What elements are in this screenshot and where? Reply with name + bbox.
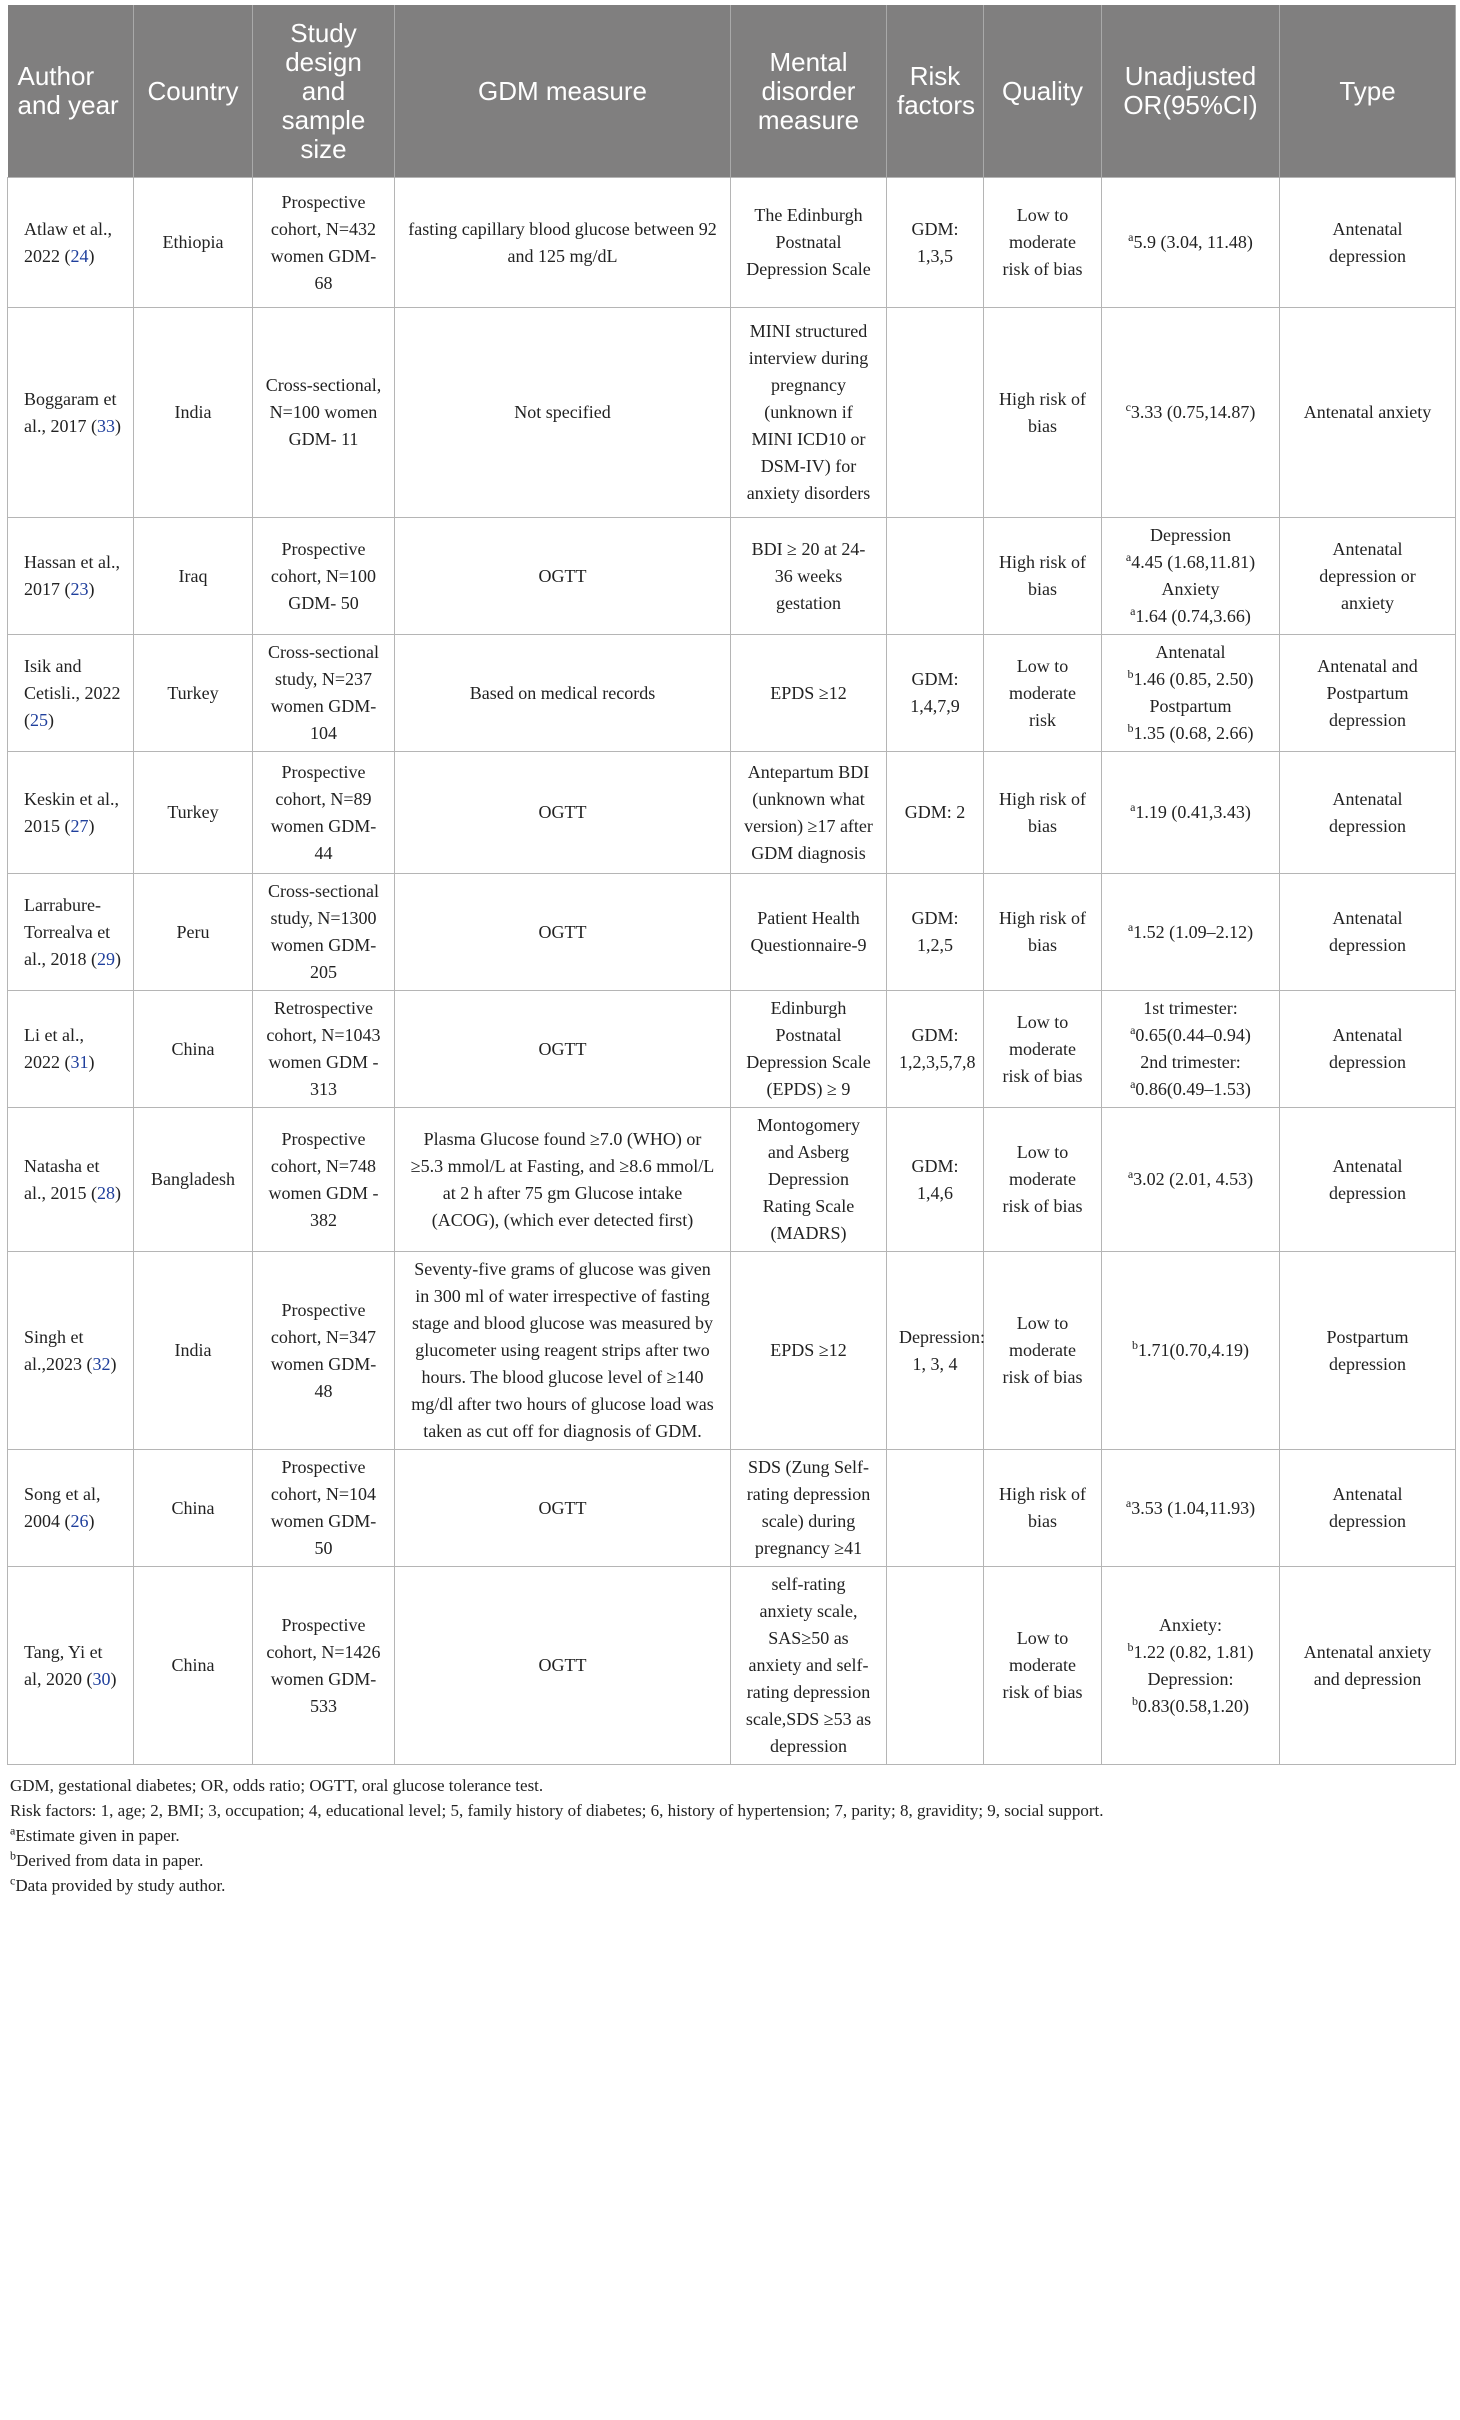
cell-mental-measure <box>731 752 887 874</box>
footnote-marker: b <box>1127 1639 1134 1654</box>
quality-text: Low to moderate risk of bias <box>1002 1628 1083 1702</box>
type-text: Postpartum depression <box>1326 1326 1409 1374</box>
gdm-measure-text: OGTT <box>538 1655 587 1675</box>
cell-quality <box>984 1252 1102 1450</box>
cell-gdm-measure <box>395 635 731 752</box>
or-value-text: 0.83(0.58,1.20) <box>1138 1695 1249 1716</box>
risk-factors-text: GDM: 1,4,6 <box>911 1155 959 1203</box>
cell-gdm-measure <box>395 752 731 874</box>
or-value <box>1114 1166 1267 1193</box>
author-text: Hassan et al., 2017 <box>24 552 120 599</box>
table-container <box>7 5 1455 1898</box>
country-text: Iraq <box>178 565 208 586</box>
cell-gdm-measure <box>395 991 731 1108</box>
or-value <box>1114 229 1267 256</box>
or-value-text: 5.9 (3.04, 11.48) <box>1133 232 1253 252</box>
or-value <box>1114 1337 1267 1364</box>
header-design: Study design and sample size <box>253 5 395 178</box>
footnote-marker: a <box>1130 800 1136 814</box>
cell-quality <box>984 991 1102 1108</box>
cell-mental-measure <box>731 518 887 635</box>
header-gdm-measure: GDM measure <box>395 5 731 178</box>
cell-type <box>1280 178 1456 308</box>
header-author: Author and year <box>8 5 134 178</box>
quality-text: High risk of bias <box>999 552 1086 599</box>
cell-gdm-measure <box>395 1567 731 1765</box>
footnote-abbreviations: GDM, gestational diabetes; OR, odds ratio; OGTT, oral glucose tolerance test. <box>10 1776 544 1795</box>
gdm-measure-text: Not specified <box>514 402 611 422</box>
cell-country <box>134 874 253 991</box>
mental-measure-text: EPDS ≥12 <box>770 1340 847 1360</box>
author-text: Tang, Yi et al, 2020 <box>24 1641 103 1689</box>
country-text: Turkey <box>167 802 219 822</box>
footnote-b-text: Derived from data in paper. <box>16 1851 204 1870</box>
cell-author: Natasha et al., 2015 (28) <box>8 1108 134 1252</box>
or-value-text: 1.71(0.70,4.19) <box>1138 1340 1249 1360</box>
country-text: Peru <box>176 921 210 942</box>
cell-type <box>1280 635 1456 752</box>
gdm-measure-text: fasting capillary blood glucose between 92 and 125 mg/dL <box>408 218 717 266</box>
quality-text: High risk of bias <box>999 1484 1086 1531</box>
cell-risk-factors <box>887 1252 984 1450</box>
reference-link[interactable]: 27 <box>70 815 89 836</box>
cell-design <box>253 1567 395 1765</box>
footnote-c-text: Data provided by study author. <box>15 1876 226 1895</box>
cell-author: Singh et al.,2023 (32) <box>8 1252 134 1450</box>
or-value-text: 0.65(0.44–0.94) <box>1135 1025 1251 1045</box>
cell-quality <box>984 308 1102 518</box>
or-value-text: 3.53 (1.04,11.93) <box>1131 1497 1256 1518</box>
or-value <box>1114 549 1267 576</box>
or-value <box>1114 399 1267 426</box>
footnote-marker: a <box>1130 1023 1136 1037</box>
or-value <box>1114 799 1267 826</box>
or-label: 2nd trimester: <box>1140 1052 1241 1072</box>
mental-measure-text: Antepartum BDI (unknown what version) ≥17 after GDM diagnosis <box>744 761 873 863</box>
cell-type <box>1280 1108 1456 1252</box>
country-text: Ethiopia <box>162 232 224 252</box>
mental-measure-text: MINI structured interview during pregnancy (unknown if MINI ICD10 or DSM-IV) for anxiety disorders <box>746 321 871 503</box>
author-text: Isik and Cetisli., 2022 <box>24 655 121 703</box>
or-value-text: 3.02 (2.01, 4.53) <box>1133 1169 1254 1189</box>
cell-gdm-measure <box>395 1252 731 1450</box>
cell-country <box>134 1108 253 1252</box>
author-text: Song et al, 2004 <box>24 1484 101 1531</box>
cell-design <box>253 178 395 308</box>
design-text: Prospective cohort, N=89 women GDM- 44 <box>270 761 377 863</box>
mental-measure-text: The Edinburgh Postnatal Depression Scale <box>746 205 871 279</box>
reference-link[interactable]: 31 <box>70 1052 89 1072</box>
reference-link[interactable]: 33 <box>97 415 115 436</box>
cell-country <box>134 178 253 308</box>
type-text: Antenatal anxiety <box>1303 402 1432 422</box>
author-text: Larrabure-Torrealva et al., 2018 <box>24 894 111 969</box>
cell-gdm-measure <box>395 874 731 991</box>
cell-mental-measure <box>731 308 887 518</box>
author-text: Natasha et al., 2015 <box>24 1155 100 1203</box>
or-value-text: 4.45 (1.68,11.81) <box>1131 552 1256 572</box>
quality-text: Low to moderate risk of bias <box>1002 205 1083 279</box>
table-row <box>8 1108 1456 1252</box>
footnote-marker: a <box>1130 604 1136 618</box>
or-value <box>1114 1022 1267 1049</box>
footnote-marker: a <box>1127 919 1134 934</box>
quality-text: Low to moderate risk of bias <box>1002 1313 1083 1387</box>
or-value-text: 1.22 (0.82, 1.81) <box>1133 1641 1254 1662</box>
cell-author: Keskin et al., 2015 (27) <box>8 752 134 874</box>
cell-design <box>253 752 395 874</box>
cell-or <box>1102 752 1280 874</box>
cell-design <box>253 991 395 1108</box>
cell-type <box>1280 518 1456 635</box>
cell-mental-measure <box>731 635 887 752</box>
footnote-marker: b <box>1127 721 1134 735</box>
cell-quality <box>984 752 1102 874</box>
cell-risk-factors <box>887 1450 984 1567</box>
cell-quality <box>984 635 1102 752</box>
cell-type <box>1280 874 1456 991</box>
cell-type <box>1280 1252 1456 1450</box>
table-row <box>8 1567 1456 1765</box>
cell-author: Song et al, 2004 (26) <box>8 1450 134 1567</box>
cell-or <box>1102 635 1280 752</box>
cell-country <box>134 635 253 752</box>
gdm-measure-text: OGTT <box>538 1038 587 1059</box>
cell-quality <box>984 1108 1102 1252</box>
or-value-text: 1.19 (0.41,3.43) <box>1135 802 1251 822</box>
or-value <box>1114 1693 1267 1720</box>
or-label: Depression <box>1150 525 1231 545</box>
table-row <box>8 991 1456 1108</box>
cell-mental-measure <box>731 1450 887 1567</box>
footnote-marker: a <box>1125 550 1132 564</box>
reference-link[interactable]: 28 <box>97 1182 115 1203</box>
type-text: Antenatal depression <box>1329 1155 1406 1203</box>
or-value-text: 1.64 (0.74,3.66) <box>1135 606 1251 626</box>
design-text: Cross-sectional, N=100 women GDM- 11 <box>265 375 382 449</box>
country-text: India <box>174 1340 212 1360</box>
reference-link[interactable]: 25 <box>30 709 48 730</box>
author-text: Li et al., 2022 <box>24 1025 84 1072</box>
footnote-marker: c <box>1125 400 1131 414</box>
cell-risk-factors <box>887 308 984 518</box>
footnote-a: $^a$Estimate given in paper. <box>10 1823 180 1845</box>
design-text: Cross-sectional study, N=1300 women GDM- 205 <box>268 881 379 982</box>
gdm-measure-text: OGTT <box>538 1497 587 1518</box>
type-text: Antenatal and Postpartum depression <box>1317 655 1418 730</box>
cell-gdm-measure <box>395 178 731 308</box>
or-value-text: 0.86(0.49–1.53) <box>1135 1079 1251 1099</box>
cell-type <box>1280 752 1456 874</box>
country-text: China <box>171 1038 215 1059</box>
cell-risk-factors <box>887 518 984 635</box>
cell-author: Isik and Cetisli., 2022 (25) <box>8 635 134 752</box>
risk-factors-text: GDM: 1,4,7,9 <box>910 669 960 716</box>
cell-design <box>253 635 395 752</box>
mental-measure-text: SDS (Zung Self-rating depression scale) during pregnancy ≥41 <box>746 1457 871 1558</box>
risk-factors-text: GDM: 1,3,5 <box>911 218 959 266</box>
cell-mental-measure <box>731 991 887 1108</box>
cell-risk-factors <box>887 1108 984 1252</box>
or-value <box>1114 1639 1267 1666</box>
cell-mental-measure <box>731 874 887 991</box>
reference-link[interactable]: 26 <box>70 1511 89 1531</box>
design-text: Prospective cohort, N=100 GDM- 50 <box>270 538 377 613</box>
cell-mental-measure <box>731 1108 887 1252</box>
quality-text: High risk of bias <box>999 908 1086 955</box>
cell-author: Li et al., 2022 (31) <box>8 991 134 1108</box>
table-row <box>8 1252 1456 1450</box>
cell-design <box>253 518 395 635</box>
cell-or <box>1102 308 1280 518</box>
cell-gdm-measure <box>395 1108 731 1252</box>
footnote-marker: a <box>1125 1495 1132 1510</box>
footnote-marker: a <box>1127 1167 1134 1181</box>
quality-text: Low to moderate risk <box>1009 655 1076 730</box>
cell-design <box>253 874 395 991</box>
cell-or <box>1102 874 1280 991</box>
cell-or <box>1102 1252 1280 1450</box>
risk-factors-text: Depression: 1, 3, 4 <box>899 1326 985 1374</box>
reference-link[interactable]: 23 <box>70 579 89 599</box>
table-row <box>8 1450 1456 1567</box>
quality-text: Low to moderate risk of bias <box>1002 1142 1083 1216</box>
mental-measure-text: Montogomery and Asberg Depression Rating Scale (MADRS) <box>757 1115 860 1243</box>
cell-risk-factors <box>887 874 984 991</box>
quality-text: Low to moderate risk of bias <box>1002 1011 1083 1086</box>
footnote-risk-factors: Risk factors: 1, age; 2, BMI; 3, occupation; 4, educational level; 5, family history of diabetes; 6, history of hypertension; 7, parity; 8, gravidity; 9, social support. <box>10 1801 1104 1820</box>
country-text: Bangladesh <box>151 1169 235 1189</box>
cell-or <box>1102 991 1280 1108</box>
table-row <box>8 874 1456 991</box>
type-text: Antenatal depression <box>1329 1484 1406 1531</box>
design-text: Prospective cohort, N=347 women GDM- 48 <box>270 1299 377 1401</box>
or-value-text: 1.46 (0.85, 2.50) <box>1133 669 1254 689</box>
author-text: Atlaw et al., 2022 <box>24 218 112 266</box>
type-text: Antenatal depression <box>1329 1025 1406 1072</box>
cell-author: Larrabure-Torrealva et al., 2018 (29) <box>8 874 134 991</box>
cell-type <box>1280 991 1456 1108</box>
cell-or <box>1102 1450 1280 1567</box>
header-risk-factors: Risk factors <box>887 5 984 178</box>
cell-quality <box>984 874 1102 991</box>
country-text: Turkey <box>167 682 219 703</box>
design-text: Retrospective cohort, N=1043 women GDM - 313 <box>266 998 381 1099</box>
cell-country <box>134 1450 253 1567</box>
cell-risk-factors <box>887 991 984 1108</box>
table-row <box>8 752 1456 874</box>
country-text: China <box>171 1497 215 1518</box>
header-country: Country <box>134 5 253 178</box>
cell-design <box>253 308 395 518</box>
design-text: Prospective cohort, N=104 women GDM- 50 <box>270 1457 377 1558</box>
studies-table <box>7 5 1456 1765</box>
cell-mental-measure <box>731 178 887 308</box>
cell-quality <box>984 178 1102 308</box>
cell-country <box>134 752 253 874</box>
cell-country <box>134 308 253 518</box>
cell-mental-measure <box>731 1567 887 1765</box>
cell-design <box>253 1252 395 1450</box>
cell-or <box>1102 1567 1280 1765</box>
cell-quality <box>984 1567 1102 1765</box>
cell-quality <box>984 518 1102 635</box>
table-body <box>8 178 1456 1765</box>
or-label: 1st trimester: <box>1143 998 1238 1018</box>
mental-measure-text: EPDS ≥12 <box>770 682 847 703</box>
or-value-text: 3.33 (0.75,14.87) <box>1130 402 1256 422</box>
or-value-text: 1.52 (1.09–2.12) <box>1133 921 1254 942</box>
header-quality: Quality <box>984 5 1102 178</box>
cell-country <box>134 518 253 635</box>
quality-text: High risk of bias <box>999 388 1086 436</box>
footnote-marker: b <box>1132 1693 1138 1708</box>
design-text: Prospective cohort, N=432 women GDM- 68 <box>270 191 377 293</box>
cell-design <box>253 1450 395 1567</box>
cell-mental-measure <box>731 1252 887 1450</box>
table-row <box>8 635 1456 752</box>
gdm-measure-text: OGTT <box>538 802 587 822</box>
cell-type <box>1280 1567 1456 1765</box>
design-text: Prospective cohort, N=748 women GDM - 382 <box>268 1128 379 1230</box>
footnote-a-text: Estimate given in paper. <box>15 1826 180 1845</box>
table-header <box>8 5 1456 178</box>
cell-quality <box>984 1450 1102 1567</box>
gdm-measure-text: OGTT <box>538 565 587 586</box>
cell-type <box>1280 1450 1456 1567</box>
or-value <box>1114 666 1267 693</box>
type-text: Antenatal depression <box>1329 218 1406 266</box>
cell-author: Atlaw et al., 2022 (24) <box>8 178 134 308</box>
country-text: India <box>174 402 212 422</box>
cell-risk-factors <box>887 1567 984 1765</box>
cell-author: Hassan et al., 2017 (23) <box>8 518 134 635</box>
risk-factors-text: GDM: 1,2,3,5,7,8 <box>899 1025 976 1072</box>
mental-measure-text: self-rating anxiety scale, SAS≥50 as anxiety and self-rating depression scale,SDS ≥53 as depression <box>745 1574 872 1756</box>
type-text: Antenatal anxiety and depression <box>1303 1641 1432 1689</box>
cell-or <box>1102 178 1280 308</box>
or-label: Antenatal <box>1155 642 1226 662</box>
header-type: Type <box>1280 5 1456 178</box>
cell-risk-factors <box>887 635 984 752</box>
mental-measure-text: BDI ≥ 20 at 24-36 weeks gestation <box>751 538 866 613</box>
cell-gdm-measure <box>395 518 731 635</box>
cell-country <box>134 991 253 1108</box>
or-label: Anxiety <box>1161 579 1220 599</box>
header-mental-measure: Mental disorder measure <box>731 5 887 178</box>
gdm-measure-text: Based on medical records <box>469 682 656 703</box>
footnote-b: $^b$Derived from data in paper. <box>10 1848 204 1870</box>
cell-gdm-measure <box>395 308 731 518</box>
design-text: Prospective cohort, N=1426 women GDM- 533 <box>266 1614 381 1716</box>
or-value-text: 1.35 (0.68, 2.66) <box>1133 723 1254 743</box>
footnote-marker: a <box>1128 230 1134 244</box>
mental-measure-text: Edinburgh Postnatal Depression Scale (EPDS) ≥ 9 <box>746 998 871 1099</box>
country-text: China <box>171 1655 215 1675</box>
cell-country <box>134 1567 253 1765</box>
cell-gdm-measure <box>395 1450 731 1567</box>
footnote-marker: a <box>1130 1077 1136 1091</box>
cell-or <box>1102 518 1280 635</box>
table-row <box>8 308 1456 518</box>
cell-country <box>134 1252 253 1450</box>
author-text: Singh et al.,2023 <box>24 1326 84 1374</box>
cell-design <box>253 1108 395 1252</box>
footnote-c: $^c$Data provided by study author. <box>10 1873 226 1895</box>
or-label: Depression: <box>1147 1668 1234 1689</box>
cell-type <box>1280 308 1456 518</box>
or-label: Postpartum <box>1149 696 1232 716</box>
author-text: Boggaram et al., 2017 <box>24 388 117 436</box>
cell-risk-factors <box>887 752 984 874</box>
type-text: Antenatal depression <box>1329 788 1406 836</box>
or-value <box>1114 919 1267 946</box>
type-text: Antenatal depression or anxiety <box>1319 538 1416 613</box>
cell-author: Boggaram et al., 2017 (33) <box>8 308 134 518</box>
reference-link[interactable]: 30 <box>92 1668 111 1689</box>
table-row <box>8 518 1456 635</box>
author-text: Keskin et al., 2015 <box>24 788 119 836</box>
cell-or <box>1102 1108 1280 1252</box>
cell-author: Tang, Yi et al, 2020 (30) <box>8 1567 134 1765</box>
cell-risk-factors <box>887 178 984 308</box>
or-value <box>1114 1495 1267 1522</box>
design-text: Cross-sectional study, N=237 women GDM- 104 <box>268 642 379 743</box>
gdm-measure-text: OGTT <box>538 921 587 942</box>
reference-link[interactable]: 32 <box>92 1353 111 1374</box>
type-text: Antenatal depression <box>1329 908 1406 955</box>
header-or: Unadjusted OR(95%CI) <box>1102 5 1280 178</box>
gdm-measure-text: Plasma Glucose found ≥7.0 (WHO) or ≥5.3 mmol/L at Fasting, and ≥8.6 mmol/L at 2 h after 75 gm Glucose intake (ACOG), (which ever detected first) <box>410 1128 715 1230</box>
footnote-marker: b <box>1132 1338 1138 1352</box>
table-footnotes <box>7 1773 1455 1898</box>
table-row <box>8 178 1456 308</box>
or-value <box>1114 1076 1267 1103</box>
footnote-marker: b <box>1127 667 1134 681</box>
risk-factors-text: GDM: 1,2,5 <box>911 908 959 955</box>
risk-factors-text: GDM: 2 <box>904 802 966 822</box>
gdm-measure-text: Seventy-five grams of glucose was given in 300 ml of water irrespective of fasting stage and blood glucose was measured by glucometer using reagent strips after two hours. The blood glucose level of ≥140 mg/dl after two hours of glucose load was taken as cut off for diagnosis of GDM. <box>411 1259 714 1441</box>
or-value <box>1114 603 1267 630</box>
or-label: Anxiety: <box>1159 1614 1222 1635</box>
reference-link[interactable]: 29 <box>97 948 115 969</box>
quality-text: High risk of bias <box>999 788 1086 836</box>
or-value <box>1114 720 1267 747</box>
mental-measure-text: Patient Health Questionnaire-9 <box>750 908 867 955</box>
reference-link[interactable]: 24 <box>70 245 89 266</box>
